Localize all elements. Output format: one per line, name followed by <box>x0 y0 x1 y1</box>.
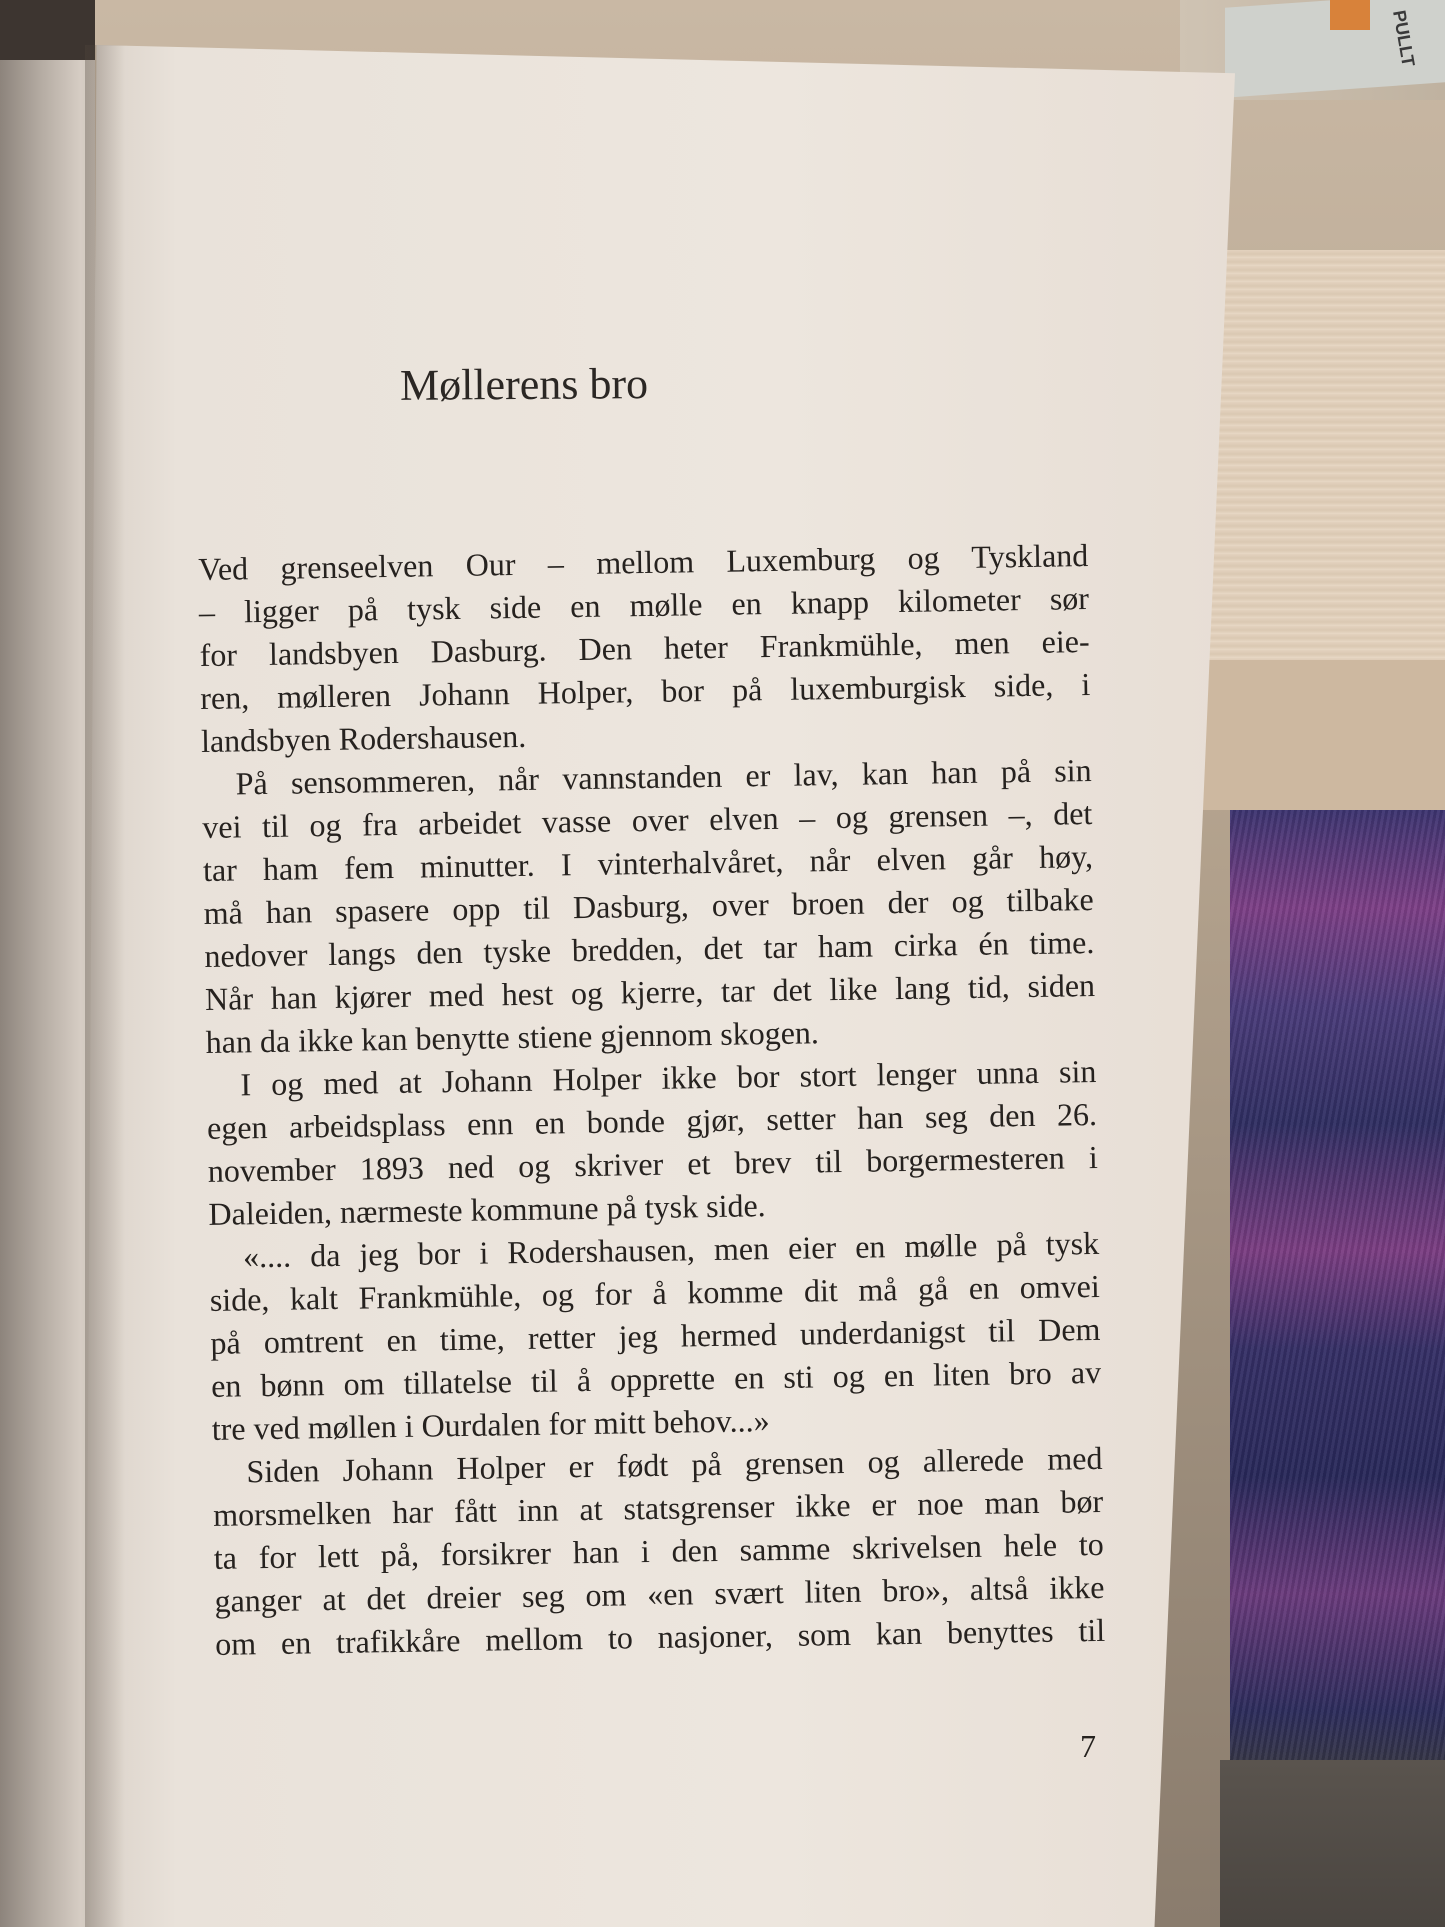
text-line: Når han kjører med hest og kjerre, tar det like lang tid, siden <box>204 966 1096 1017</box>
background-book-accent <box>1330 0 1370 30</box>
text-line: tar ham fem minutter. I vinterhalvåret, når elven går høy, <box>202 837 1094 888</box>
background-floor <box>1220 1760 1445 1927</box>
book-cover-corner <box>0 0 95 60</box>
text-line: nedover langs den tyske bredden, det tar ham cirka én time. <box>204 923 1095 974</box>
text-line: side, kalt Frankmühle, og for å komme dit må gå en omvei <box>209 1267 1100 1318</box>
previous-page-edge <box>0 0 95 1927</box>
text-line: I og med at Johann Holper ikke bor stort lenger unna sin <box>240 1052 1097 1103</box>
text-line: – ligger på tysk side en mølle en knapp kilometer sør <box>198 580 1090 630</box>
text-line: om en trafikkåre mellom to nasjoner, som kan benyttes til <box>214 1611 1106 1662</box>
paragraph-2 <box>201 749 1096 1064</box>
text-line: ta for lett på, forsikrer han i den samme skrivelsen hele to <box>213 1525 1105 1576</box>
text-line: for landsbyen Dasburg. Den heter Frankmühle, men eie- <box>199 623 1090 673</box>
chapter-body <box>198 534 1105 1666</box>
text-line: egen arbeidsplass enn en bonde gjør, setter han seg den 26. <box>206 1095 1098 1146</box>
text-line: vei til og fra arbeidet vasse over elven – og grensen –, det <box>202 794 1093 845</box>
text-line: ganger at det dreier seg om «en svært liten bro», altså ikke <box>214 1568 1105 1619</box>
paragraph-3 <box>206 1050 1099 1236</box>
text-line: Siden Johann Holper er født på grensen og allerede med <box>246 1439 1103 1490</box>
text-line: På sensommeren, når vannstanden er lav, kan han på sin <box>235 751 1092 802</box>
background-rug <box>1230 810 1445 1790</box>
text-line: en bønn om tillatelse til å opprette en sti og en liten bro av <box>210 1353 1102 1404</box>
page-number: 7 <box>1080 1728 1096 1764</box>
text-line: han da ikke kan benytte stiene gjennom skogen. <box>205 1014 820 1060</box>
text-line: må han spasere opp til Dasburg, over broen der og tilbake <box>203 880 1094 931</box>
paragraph-4-quote <box>209 1222 1102 1451</box>
background-book-stack-lower <box>1200 660 1445 810</box>
chapter-title: Møllerens bro <box>399 359 649 410</box>
text-line: ren, mølleren Johann Holper, bor på luxemburgisk side, i <box>200 666 1091 716</box>
paragraph-1 <box>198 534 1091 763</box>
page-gutter-shadow <box>85 45 125 1927</box>
text-line: november 1893 ned og skriver et brev til borgermesteren i <box>207 1138 1098 1189</box>
text-line: Ved grenseelven Our – mellom Luxemburg og Tyskland <box>198 537 1089 587</box>
text-line: «.... da jeg bor i Rodershausen, men eier en mølle på tysk <box>242 1224 1100 1275</box>
paragraph-5 <box>212 1437 1105 1666</box>
background-book-spine-label: PULLT <box>1389 8 1419 69</box>
text-line: Daleiden, nærmeste kommune på tysk side. <box>208 1187 766 1232</box>
text-line: landsbyen Rodershausen. <box>200 717 527 759</box>
text-line: tre ved møllen i Ourdalen for mitt behov...» <box>211 1402 770 1447</box>
text-line: på omtrent en time, retter jeg hermed underdanigst til Dem <box>210 1310 1101 1361</box>
text-line: morsmelken har fått inn at statsgrenser ikke er noe man bør <box>212 1482 1104 1533</box>
